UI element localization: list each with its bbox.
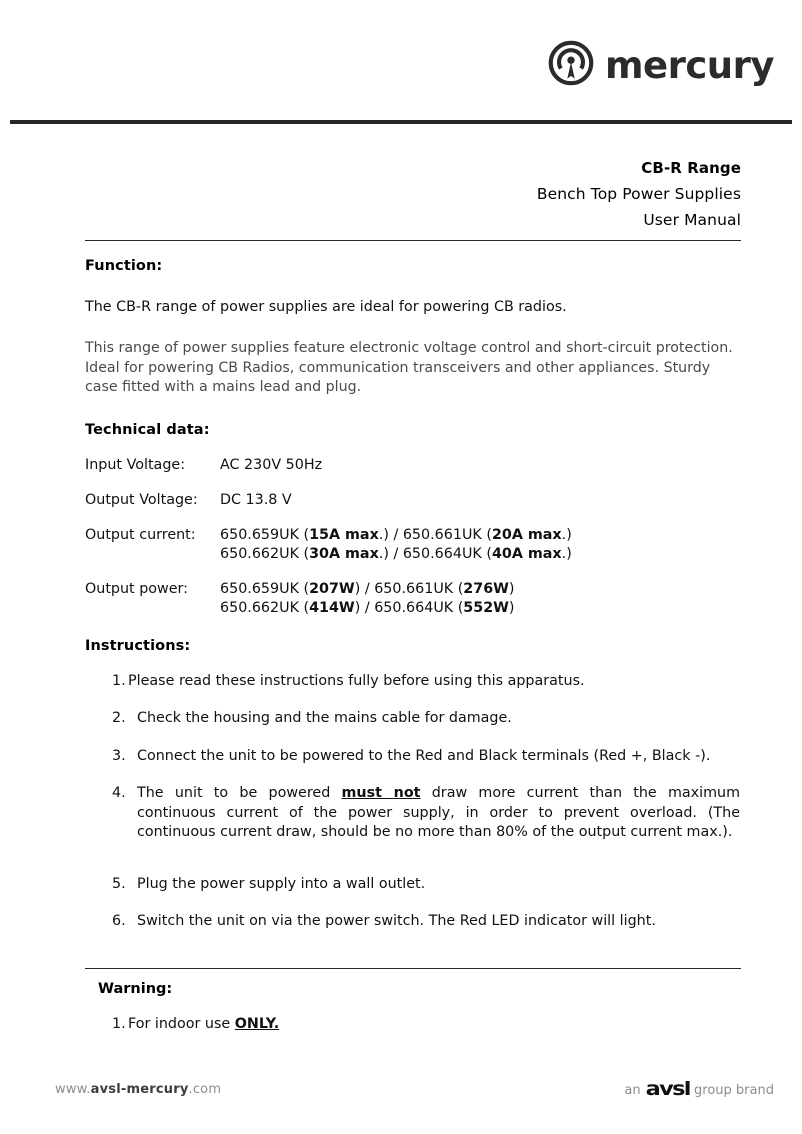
spec-label: Output Voltage: [85, 491, 198, 508]
page-footer [0, 1078, 802, 1108]
footer-website-url[interactable] [55, 1082, 221, 1097]
function-intro: The CB-R range of power supplies are ideal for powering CB radios. [85, 299, 567, 315]
url-suffix: .com [188, 1082, 222, 1097]
list-item-number: 2. [112, 710, 126, 726]
instructions-list [0, 672, 802, 932]
brand-suffix-label: group brand [694, 1083, 774, 1098]
function-heading: Function: [85, 258, 163, 274]
spec-value [220, 491, 292, 510]
spec-label: Output power: [85, 580, 188, 597]
footer-group-brand [624, 1078, 774, 1100]
technical-data-table [0, 456, 802, 618]
url-domain: avsl-mercury [90, 1082, 189, 1097]
spec-value-line: AC 230V 50Hz [220, 456, 323, 473]
list-item [112, 912, 740, 932]
spec-value-line: 650.662UK (30A max.) / 650.664UK (40A max.) [220, 545, 572, 562]
list-item [112, 747, 740, 767]
list-item-number: 1. [112, 672, 126, 689]
technical-data-heading: Technical data: [85, 421, 210, 438]
header-divider-thin [85, 240, 741, 241]
mercury-antenna-icon [548, 40, 594, 86]
warning-list [0, 1015, 802, 1035]
spec-value-line: DC 13.8 V [220, 491, 292, 508]
spec-value [220, 456, 322, 475]
list-item [112, 672, 740, 692]
list-item-text: Please read these instructions fully before using this apparatus. [128, 672, 585, 689]
list-item-number: 6. [112, 913, 126, 929]
mercury-logo [548, 40, 774, 86]
list-item-text: Connect the unit to be powered to the Red and Black terminals (Red +, Black -). [137, 747, 711, 764]
page-subtitle: Bench Top Power Supplies [536, 185, 741, 203]
page-title: CB-R Range [641, 159, 741, 177]
list-item-number: 4. [112, 785, 126, 801]
spec-value-line: 650.662UK (414W) / 650.664UK (552W) [220, 599, 515, 616]
list-item [112, 784, 740, 843]
header-divider-thick [10, 120, 792, 124]
document-type: User Manual [643, 211, 741, 229]
spec-row [85, 491, 802, 510]
spec-row [85, 580, 802, 618]
document-header [0, 155, 741, 233]
spec-value [220, 580, 515, 618]
list-item-text: Switch the unit on via the power switch. The Red LED indicator will light. [137, 913, 656, 929]
list-item [112, 709, 740, 729]
list-item [112, 875, 740, 895]
document-body [0, 258, 802, 1034]
spec-row [85, 526, 802, 564]
spec-value-line: 650.659UK (207W) / 650.661UK (276W) [220, 580, 515, 597]
instructions-heading: Instructions: [85, 637, 191, 654]
list-item-number: 3. [112, 747, 126, 764]
list-item-number: 1. [112, 1015, 126, 1032]
list-item-text: The unit to be powered must not draw more current than the maximum continuous current of the power supply, in order to prevent overload. (The continuous current draw, should be no more than 80% of the output current max.). [137, 785, 741, 840]
list-item-number: 5. [112, 875, 126, 892]
spec-row [85, 456, 802, 475]
avsl-logo: avsl [645, 1078, 690, 1100]
warning-heading: Warning: [98, 980, 173, 997]
list-item-text: Check the housing and the mains cable for damage. [137, 710, 512, 726]
brand-prefix-label: an [624, 1083, 641, 1098]
list-item [112, 1015, 740, 1035]
spec-value [220, 526, 572, 564]
url-prefix: www. [55, 1082, 91, 1097]
spec-label: Input Voltage: [85, 456, 186, 473]
header-divider-thin-wrap [0, 240, 802, 241]
spec-value-line: 650.659UK (15A max.) / 650.661UK (20A max.) [220, 526, 572, 543]
mercury-wordmark: mercury [604, 43, 774, 87]
list-item-text: For indoor use ONLY. [128, 1015, 280, 1032]
spec-label: Output current: [85, 526, 196, 543]
function-description: This range of power supplies feature electronic voltage control and short-circuit protection. Ideal for powering CB Radios, communication transceivers and other appliances. Sturdy case fitted with a mains lead and plug. [85, 340, 733, 395]
list-item-text: Plug the power supply into a wall outlet. [137, 875, 426, 892]
